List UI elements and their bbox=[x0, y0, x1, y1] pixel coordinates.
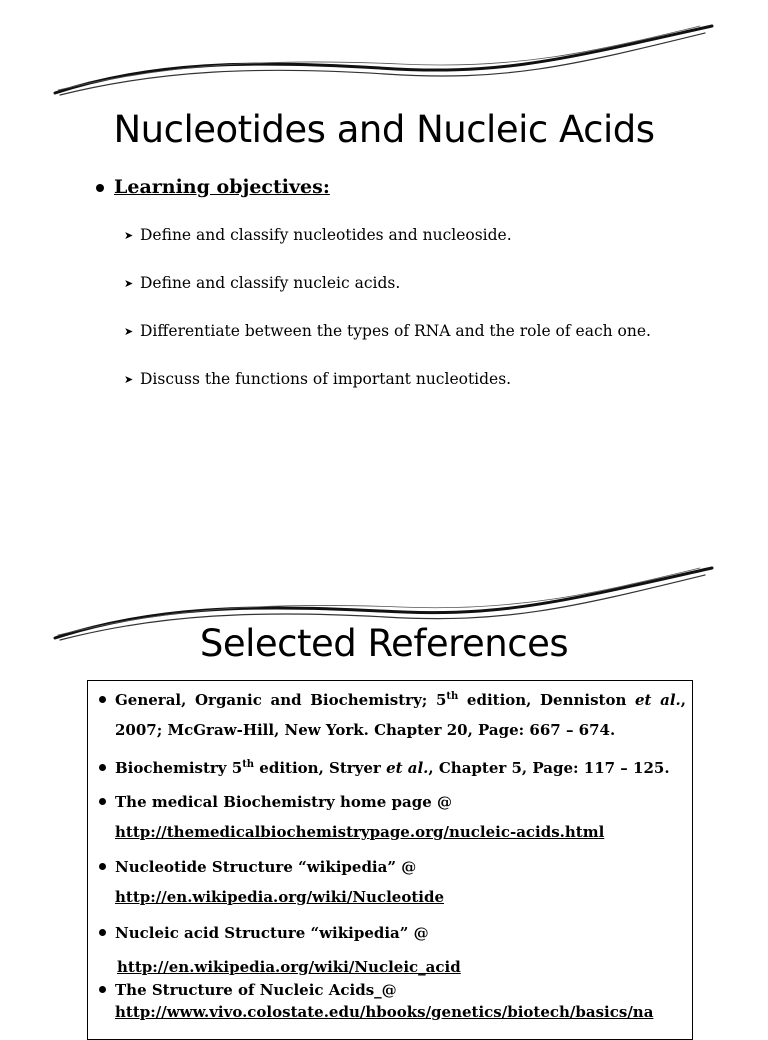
reference-link[interactable]: http://en.wikipedia.org/wiki/Nucleic_acid bbox=[117, 958, 461, 976]
reference-link[interactable]: http://www.vivo.colostate.edu/hbooks/genetics/biotech/basics/na bbox=[115, 1003, 654, 1021]
bullet-icon bbox=[99, 764, 106, 771]
list-item: The medical Biochemistry home page @ http://themedicalbiochemistrypage.org/nucleic-acids.html bbox=[96, 787, 686, 847]
list-item: General, Organic and Biochemistry; 5th edition, Denniston et al., 2007; McGraw-Hill, New York. Chapter 20, Page: 667 – 674. bbox=[96, 685, 686, 745]
list-item: Biochemistry 5th edition, Stryer et al., Chapter 5, Page: 117 – 125. bbox=[96, 753, 686, 783]
arrow-bullet-icon: ➤ bbox=[124, 229, 134, 242]
arrow-bullet-icon: ➤ bbox=[124, 325, 134, 338]
list-item: ➤ Discuss the functions of important nucleotides. bbox=[124, 368, 651, 416]
bullet-icon bbox=[99, 798, 106, 805]
bullet-icon bbox=[99, 696, 106, 703]
reference-link[interactable]: http://themedicalbiochemistrypage.org/nucleic-acids.html bbox=[115, 823, 605, 841]
learning-objectives-heading bbox=[96, 176, 330, 198]
list-item: Nucleotide Structure “wikipedia” @ http://en.wikipedia.org/wiki/Nucleotide bbox=[96, 852, 686, 912]
slide-2 bbox=[0, 540, 768, 1024]
bullet-icon bbox=[99, 986, 106, 993]
bullet-icon bbox=[99, 863, 106, 870]
bullet-icon bbox=[96, 184, 104, 192]
slide-title: Nucleotides and Nucleic Acids bbox=[113, 108, 655, 151]
slide-title: Selected References bbox=[199, 622, 569, 665]
list-item: ➤ Define and classify nucleotides and nucleoside. bbox=[124, 224, 651, 272]
list-item: ➤ Define and classify nucleic acids. bbox=[124, 272, 651, 320]
list-item: Nucleic acid Structure “wikipedia” @ http://en.wikipedia.org/wiki/Nucleic_acid bbox=[96, 918, 686, 982]
objectives-heading-text: Learning objectives: bbox=[114, 176, 330, 198]
reference-link[interactable]: http://en.wikipedia.org/wiki/Nucleotide bbox=[115, 888, 444, 906]
bullet-icon bbox=[99, 929, 106, 936]
arrow-bullet-icon: ➤ bbox=[124, 373, 134, 386]
list-item: The Structure of Nucleic Acids_@ http://www.vivo.colostate.edu/hbooks/genetics/biotech/basics/na bbox=[96, 979, 686, 1023]
list-item: ➤ Differentiate between the types of RNA and the role of each one. bbox=[124, 320, 651, 368]
objectives-list bbox=[124, 224, 651, 416]
references-box bbox=[87, 680, 693, 1040]
arrow-bullet-icon: ➤ bbox=[124, 277, 134, 290]
decorative-swoosh bbox=[0, 0, 768, 110]
